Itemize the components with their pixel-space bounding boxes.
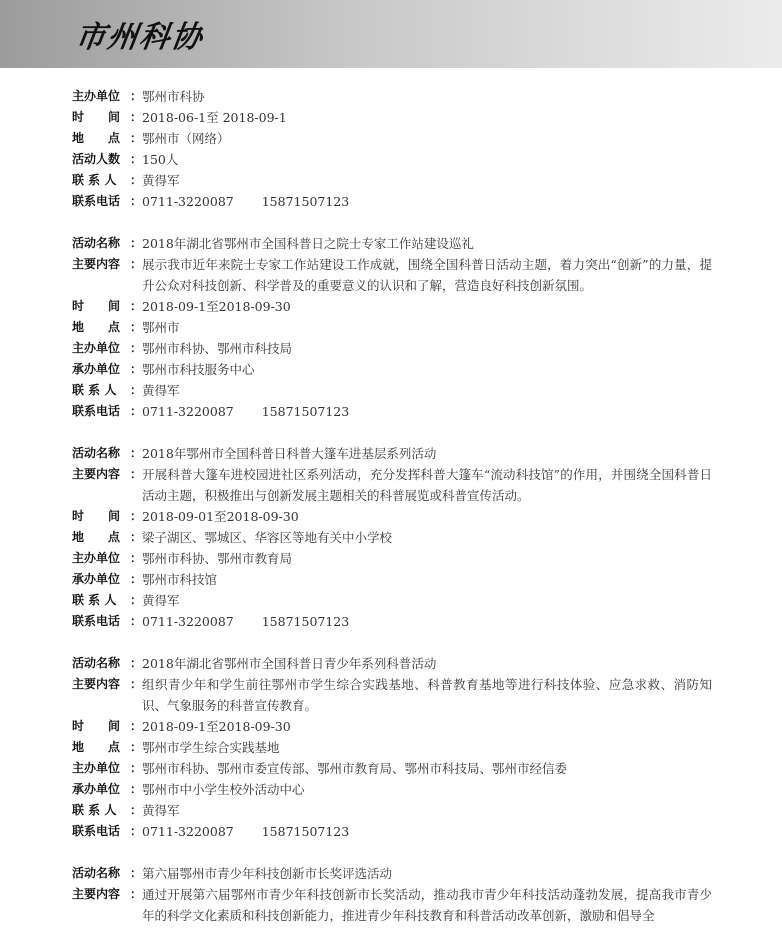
field-label: 联 系 人 bbox=[72, 803, 117, 817]
info-row bbox=[72, 800, 712, 821]
field-value-text: 2018年湖北省鄂州市全国科普日之院士专家工作站建设巡礼 bbox=[142, 236, 474, 251]
field-value bbox=[142, 107, 712, 128]
label-colon: ： bbox=[130, 194, 143, 208]
info-row bbox=[72, 758, 712, 779]
field-label: 联系电话 bbox=[72, 614, 121, 628]
info-row bbox=[72, 233, 712, 254]
field-label: 主办单位 bbox=[72, 551, 121, 565]
label-colon: ： bbox=[130, 257, 143, 271]
field-value bbox=[142, 86, 712, 107]
field-value bbox=[142, 296, 712, 317]
field-value-text: 黄得军 bbox=[142, 173, 180, 188]
field-label: 活动名称 bbox=[72, 866, 121, 880]
label-colon: ： bbox=[130, 467, 143, 481]
field-value bbox=[142, 569, 712, 590]
field-value-text: 鄂州市科协、鄂州市教育局 bbox=[142, 551, 293, 566]
info-row bbox=[72, 443, 712, 464]
mobile-number: 15871507123 bbox=[261, 404, 350, 419]
field-value bbox=[142, 611, 712, 632]
field-label: 主要内容 bbox=[72, 257, 121, 271]
field-value bbox=[142, 464, 712, 506]
label-colon: ： bbox=[130, 530, 143, 544]
page-title: 市州科协 bbox=[73, 20, 206, 55]
field-label: 时 间 bbox=[72, 719, 121, 733]
field-value-text: 开展科普大篷车进校园进社区系列活动，充分发挥科普大篷车“流动科技馆”的作用，并围绕全国科普日活动主题，积极推出与创新发展主题相关的科普展览或科普宣传活动。 bbox=[142, 467, 712, 503]
label-colon: ： bbox=[130, 236, 143, 250]
info-row bbox=[72, 737, 712, 758]
field-label: 地 点 bbox=[72, 740, 121, 754]
field-label: 承办单位 bbox=[72, 572, 121, 586]
info-row bbox=[72, 884, 712, 926]
field-label: 主办单位 bbox=[72, 761, 121, 775]
field-label: 时 间 bbox=[72, 509, 121, 523]
info-row bbox=[72, 653, 712, 674]
field-value bbox=[142, 317, 712, 338]
field-value-text: 通过开展第六届鄂州市青少年科技创新市长奖活动，推动我市青少年科技活动蓬勃发展，提高我市青少年的科学文化素质和科技创新能力，推进青少年科技教育和科普活动改革创新，激励和倡导全 bbox=[142, 887, 712, 923]
field-value bbox=[142, 800, 712, 821]
field-value bbox=[142, 527, 712, 548]
info-row bbox=[72, 149, 712, 170]
field-value-text: 展示我市近年来院士专家工作站建设工作成就，围绕全国科普日活动主题，着力突出“创新”的力量，提升公众对科技创新、科学普及的重要意义的认识和了解，营造良好科技创新氛围。 bbox=[142, 257, 712, 293]
label-colon: ： bbox=[130, 866, 143, 880]
label-colon: ： bbox=[130, 404, 143, 418]
mobile-number: 15871507123 bbox=[261, 824, 350, 839]
field-value bbox=[142, 359, 712, 380]
field-value-text: 鄂州市科协、鄂州市委宣传部、鄂州市教育局、鄂州市科技局、鄂州市经信委 bbox=[142, 761, 568, 776]
info-row bbox=[72, 128, 712, 149]
label-colon: ： bbox=[130, 677, 143, 691]
field-value bbox=[142, 170, 712, 191]
field-label: 联 系 人 bbox=[72, 173, 117, 187]
label-colon: ： bbox=[130, 656, 143, 670]
field-label: 承办单位 bbox=[72, 782, 121, 796]
label-colon: ： bbox=[130, 761, 143, 775]
info-row bbox=[72, 380, 712, 401]
field-label: 时 间 bbox=[72, 110, 121, 124]
field-value-text: 0711-3220087 bbox=[142, 194, 234, 209]
label-colon: ： bbox=[130, 803, 143, 817]
header-banner bbox=[0, 0, 782, 68]
field-value-text: 2018-06-1至 2018-09-1 bbox=[142, 110, 287, 125]
info-row bbox=[72, 863, 712, 884]
label-colon: ： bbox=[130, 719, 143, 733]
field-value bbox=[142, 401, 712, 422]
info-row bbox=[72, 548, 712, 569]
info-row bbox=[72, 191, 712, 212]
field-value bbox=[142, 653, 712, 674]
label-colon: ： bbox=[130, 572, 143, 586]
field-value bbox=[142, 338, 712, 359]
field-value bbox=[142, 191, 712, 212]
field-value bbox=[142, 233, 712, 254]
field-value bbox=[142, 149, 712, 170]
field-label: 主要内容 bbox=[72, 677, 121, 691]
field-value bbox=[142, 590, 712, 611]
field-value-text: 2018-09-01至2018-09-30 bbox=[142, 509, 299, 524]
field-value-text: 鄂州市科协、鄂州市科技局 bbox=[142, 341, 293, 356]
info-row bbox=[72, 674, 712, 716]
info-row bbox=[72, 506, 712, 527]
field-label: 时 间 bbox=[72, 299, 121, 313]
info-row bbox=[72, 611, 712, 632]
info-row bbox=[72, 821, 712, 842]
field-label: 活动名称 bbox=[72, 656, 121, 670]
field-value bbox=[142, 506, 712, 527]
field-label: 主要内容 bbox=[72, 887, 121, 901]
field-value bbox=[142, 737, 712, 758]
field-value-text: 2018年湖北省鄂州市全国科普日青少年系列科普活动 bbox=[142, 656, 437, 671]
activity-block bbox=[72, 443, 712, 632]
field-value-text: 0711-3220087 bbox=[142, 824, 234, 839]
field-label: 联 系 人 bbox=[72, 383, 117, 397]
field-value bbox=[142, 884, 712, 926]
label-colon: ： bbox=[130, 131, 143, 145]
label-colon: ： bbox=[130, 383, 143, 397]
field-value-text: 鄂州市 bbox=[142, 320, 180, 335]
field-value-text: 2018-09-1至2018-09-30 bbox=[142, 719, 291, 734]
info-row bbox=[72, 359, 712, 380]
field-value bbox=[142, 821, 712, 842]
label-colon: ： bbox=[130, 593, 143, 607]
field-value bbox=[142, 128, 712, 149]
field-value-text: 2018年鄂州市全国科普日科普大篷车进基层系列活动 bbox=[142, 446, 437, 461]
field-value bbox=[142, 548, 712, 569]
label-colon: ： bbox=[130, 614, 143, 628]
field-label: 联系电话 bbox=[72, 824, 121, 838]
field-value bbox=[142, 674, 712, 716]
info-row bbox=[72, 296, 712, 317]
label-colon: ： bbox=[130, 740, 143, 754]
field-value-text: 黄得军 bbox=[142, 593, 180, 608]
label-colon: ： bbox=[130, 173, 143, 187]
info-row bbox=[72, 254, 712, 296]
field-value bbox=[142, 254, 712, 296]
field-label: 联系电话 bbox=[72, 194, 121, 208]
field-label: 主办单位 bbox=[72, 89, 121, 103]
field-label: 承办单位 bbox=[72, 362, 121, 376]
info-row bbox=[72, 590, 712, 611]
field-value-text: 0711-3220087 bbox=[142, 614, 234, 629]
field-value-text: 鄂州市科技馆 bbox=[142, 572, 218, 587]
label-colon: ： bbox=[130, 299, 143, 313]
info-row bbox=[72, 338, 712, 359]
label-colon: ： bbox=[130, 446, 143, 460]
info-row bbox=[72, 527, 712, 548]
info-row bbox=[72, 107, 712, 128]
field-value bbox=[142, 716, 712, 737]
info-row bbox=[72, 401, 712, 422]
label-colon: ： bbox=[130, 362, 143, 376]
field-value-text: 梁子湖区、鄂城区、华容区等地有关中小学校 bbox=[142, 530, 393, 545]
field-value-text: 鄂州市科技服务中心 bbox=[142, 362, 255, 377]
field-value bbox=[142, 863, 712, 884]
field-label: 活动名称 bbox=[72, 236, 121, 250]
field-value bbox=[142, 758, 712, 779]
mobile-number: 15871507123 bbox=[261, 614, 350, 629]
label-colon: ： bbox=[130, 551, 143, 565]
field-value-text: 组织青少年和学生前往鄂州市学生综合实践基地、科普教育基地等进行科技体验、应急求救、消防知识、气象服务的科普宣传教育。 bbox=[142, 677, 712, 713]
label-colon: ： bbox=[130, 782, 143, 796]
field-value-text: 鄂州市中小学生校外活动中心 bbox=[142, 782, 305, 797]
field-label: 主要内容 bbox=[72, 467, 121, 481]
label-colon: ： bbox=[130, 89, 143, 103]
field-value bbox=[142, 380, 712, 401]
activity-block bbox=[72, 233, 712, 422]
label-colon: ： bbox=[130, 509, 143, 523]
info-row bbox=[72, 779, 712, 800]
info-row bbox=[72, 464, 712, 506]
activity-block bbox=[72, 653, 712, 842]
activity-block bbox=[72, 86, 712, 212]
field-label: 活动名称 bbox=[72, 446, 121, 460]
field-label: 主办单位 bbox=[72, 341, 121, 355]
field-value bbox=[142, 443, 712, 464]
field-value-text: 鄂州市科协 bbox=[142, 89, 205, 104]
label-colon: ： bbox=[130, 341, 143, 355]
mobile-number: 15871507123 bbox=[261, 194, 350, 209]
field-label: 联系电话 bbox=[72, 404, 121, 418]
field-label: 地 点 bbox=[72, 320, 121, 334]
field-value-text: 第六届鄂州市青少年科技创新市长奖评选活动 bbox=[142, 866, 393, 881]
info-row bbox=[72, 569, 712, 590]
field-value-text: 150人 bbox=[142, 152, 179, 167]
field-value bbox=[142, 779, 712, 800]
field-value-text: 0711-3220087 bbox=[142, 404, 234, 419]
activity-block bbox=[72, 863, 712, 926]
info-row bbox=[72, 716, 712, 737]
field-label: 活动人数 bbox=[72, 152, 121, 166]
label-colon: ： bbox=[130, 320, 143, 334]
label-colon: ： bbox=[130, 152, 143, 166]
info-row bbox=[72, 317, 712, 338]
field-value-text: 黄得军 bbox=[142, 803, 180, 818]
field-label: 地 点 bbox=[72, 530, 121, 544]
field-value-text: 黄得军 bbox=[142, 383, 180, 398]
activity-list bbox=[72, 86, 712, 947]
label-colon: ： bbox=[130, 824, 143, 838]
label-colon: ： bbox=[130, 110, 143, 124]
info-row bbox=[72, 86, 712, 107]
field-value-text: 鄂州市学生综合实践基地 bbox=[142, 740, 280, 755]
field-value-text: 2018-09-1至2018-09-30 bbox=[142, 299, 291, 314]
field-value-text: 鄂州市（网络） bbox=[142, 131, 230, 146]
field-label: 联 系 人 bbox=[72, 593, 117, 607]
field-label: 地 点 bbox=[72, 131, 121, 145]
info-row bbox=[72, 170, 712, 191]
label-colon: ： bbox=[130, 887, 143, 901]
